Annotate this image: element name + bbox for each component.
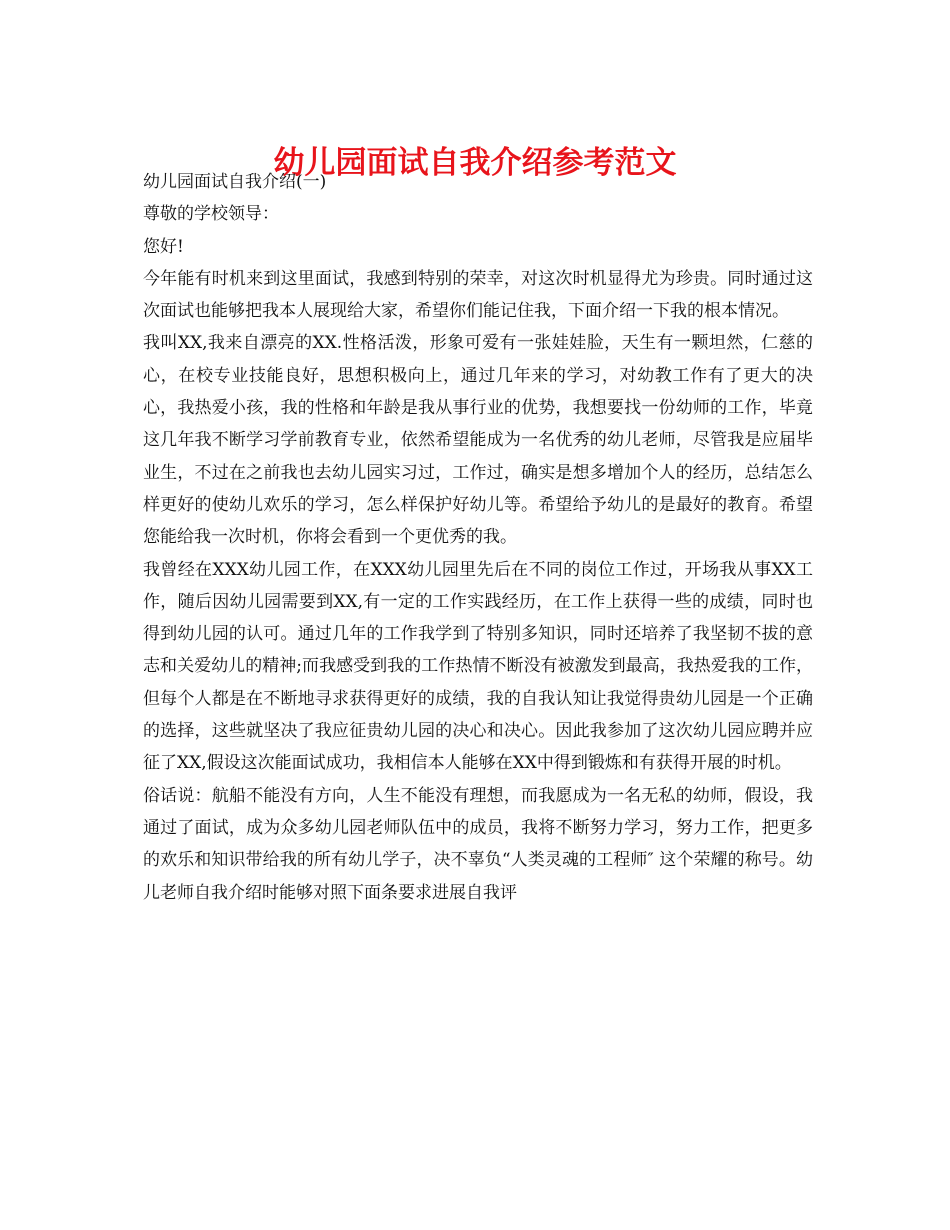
paragraph-intro: 今年能有时机来到这里面试，我感到特别的荣幸，对这次时机显得尤为珍贵。同时通过这次面试也能够把我本人展现给大家，希望你们能记住我，下面介绍一下我的根本情况。 — [143, 268, 813, 322]
paragraph-closing: 俗话说：航船不能没有方向，人生不能没有理想，而我愿成为一名无私的幼师，假设，我通过了面试，成为众多幼儿园老师队伍中的成员，我将不断努力学习，努力工作，把更多的欢乐和知识带给我的所有幼儿学子，决不辜负“人类灵魂的工程师″ 这个荣耀的称号。幼儿老师自我介绍时能够对照下面条要求进展自我评 — [143, 785, 813, 903]
paragraph-self-description: 我叫XX,我来自漂亮的XX.性格活泼，形象可爱有一张娃娃脸，天生有一颗坦然，仁慈的心，在校专业技能良好，思想积极向上，通过几年来的学习，对幼教工作有了更大的决心，我热爱小孩，我的性格和年龄是我从事行业的优势，我想要找一份幼师的工作，毕竟这几年我不断学习学前教育专业，依然希望能成为一名优秀的幼儿老师，尽管我是应届毕业生，不过在之前我也去幼儿园实习过，工作过，确实是想多增加个人的经历，总结怎么样更好的使幼儿欢乐的学习，怎么样保护好幼儿等。希望给予幼儿的是最好的教育。希望您能给我一次时机，你将会看到一个更优秀的我。 — [143, 333, 813, 548]
paragraph-subtitle: 幼儿园面试自我介绍(一) — [143, 172, 327, 192]
page-title: 幼儿园面试自我介绍参考范文 — [273, 144, 677, 181]
paragraph-greeting: 您好! — [143, 236, 184, 257]
paragraph-work-experience: 我曾经在XXX幼儿园工作，在XXX幼儿园里先后在不同的岗位工作过，开场我从事XX工作，随后因幼儿园需要到XX,有一定的工作实践经历，在工作上获得一些的成绩，同时也得到幼儿园的认可。通过几年的工作我学到了特别多知识，同时还培养了我坚韧不拔的意志和关爱幼儿的精神;而我感受到我的工作热情不断没有被激发到最高，我热爱我的工作，但每个人都是在不断地寻求获得更好的成绩，我的自我认知让我觉得贵幼儿园是一个正确的选择，这些就坚决了我应征贵幼儿园的决心和决心。因此我参加了这次幼儿园应聘并应征了XX,假设这次能面试成功，我相信本人能够在XX中得到锻炼和有获得开展的时机。 — [143, 559, 813, 774]
document-body — [143, 166, 813, 909]
paragraph-salutation: 尊敬的学校领导： — [143, 204, 279, 225]
